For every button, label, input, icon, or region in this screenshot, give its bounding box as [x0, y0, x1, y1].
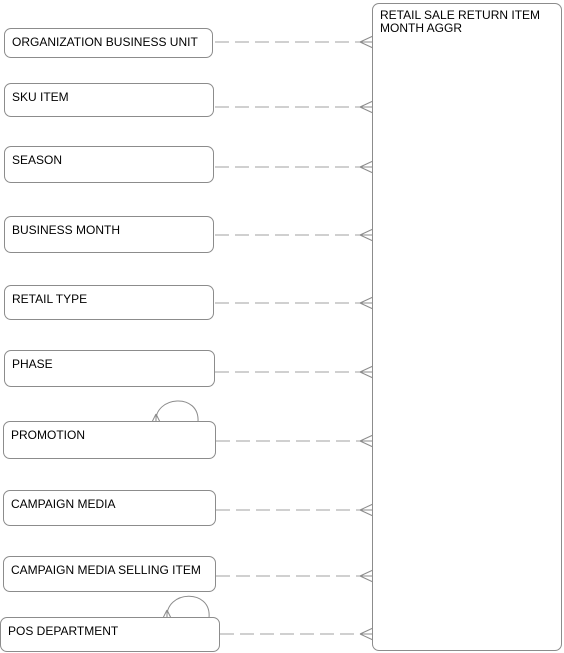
self-relationship-loop — [156, 401, 198, 422]
entity-business-month[interactable] — [4, 216, 214, 253]
entity-retail-sale-return-item-month-aggr[interactable] — [372, 3, 562, 651]
entity-title: PROMOTION — [11, 428, 85, 442]
entity-phase[interactable] — [4, 350, 215, 387]
entity-organization-business-unit[interactable] — [4, 28, 213, 58]
entity-pos-department[interactable] — [0, 617, 220, 652]
entity-title: CAMPAIGN MEDIA SELLING ITEM — [11, 563, 201, 577]
entity-sku-item[interactable] — [4, 83, 214, 117]
entity-title: SEASON — [12, 153, 63, 167]
entity-campaign-media-selling-item[interactable] — [3, 556, 216, 592]
entity-campaign-media[interactable] — [3, 490, 216, 526]
entity-title: POS DEPARTMENT — [8, 624, 119, 638]
entity-title: BUSINESS MONTH — [12, 223, 121, 237]
entity-promotion[interactable] — [3, 421, 216, 459]
entity-season[interactable] — [4, 146, 214, 183]
entity-title: PHASE — [12, 357, 53, 371]
self-relationship-loop — [167, 596, 209, 618]
entity-title: RETAIL TYPE — [12, 292, 88, 306]
entity-title: ORGANIZATION BUSINESS UNIT — [12, 35, 198, 49]
entity-retail-type[interactable] — [4, 285, 214, 320]
entity-title: CAMPAIGN MEDIA — [11, 497, 116, 511]
entity-title: RETAIL SALE RETURN ITEM MONTH AGGR — [380, 8, 541, 35]
entity-title: SKU ITEM — [12, 90, 69, 104]
